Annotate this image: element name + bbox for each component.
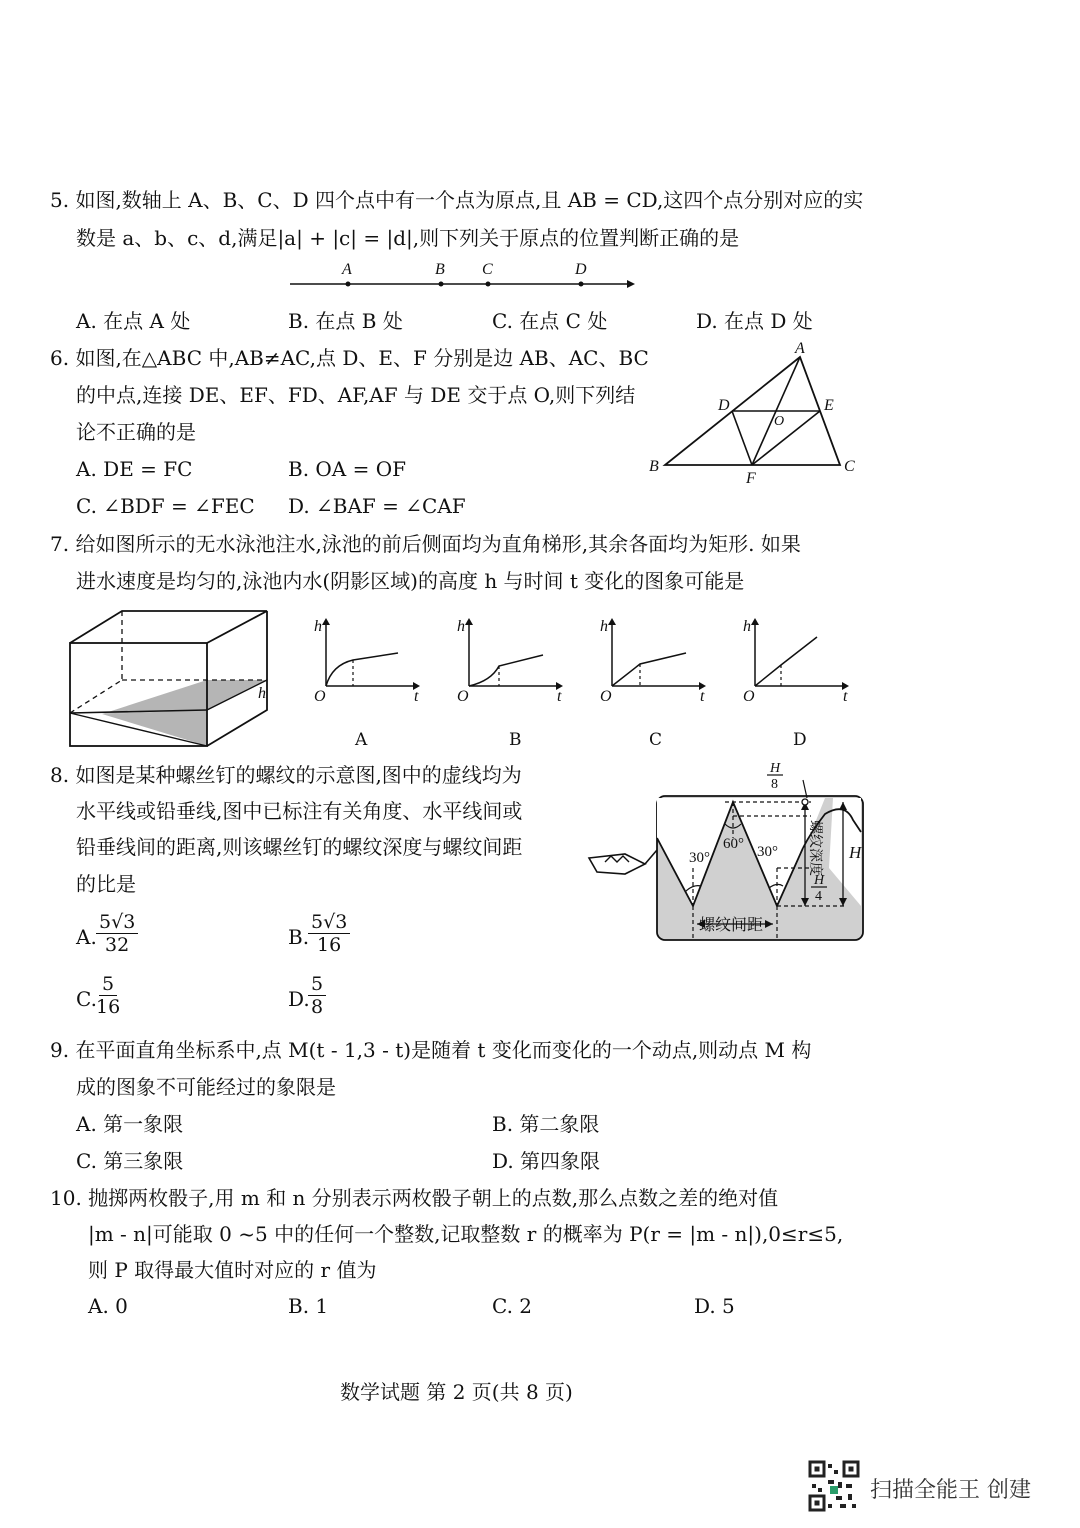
q9-option-c: C. 第三象限 [76, 1149, 184, 1173]
q7-graph-label-c: C [649, 730, 663, 750]
q8-option-c-fraction [96, 973, 120, 1018]
graph-d-h: h [743, 618, 751, 635]
q7-graph-d [737, 615, 847, 705]
q9-line2: 成的图象不可能经过的象限是 [76, 1075, 336, 1099]
q8-screw-thread-figure [585, 758, 875, 948]
q8-option-b-fraction [308, 911, 350, 956]
fig6-label-d: D [718, 397, 730, 414]
graph-a-h: h [314, 618, 322, 635]
graph-a-t: t [414, 688, 419, 705]
graph-b-o: O [457, 688, 469, 705]
axis-label-a: A [342, 261, 352, 278]
q8-option-b-num: 5√3 [308, 911, 350, 934]
graph-b-t: t [557, 688, 562, 705]
q6-triangle-figure [640, 340, 870, 485]
q8-line3: 铅垂线间的距离,则该螺丝钉的螺纹深度与螺纹间距 [76, 835, 523, 859]
fig6-label-o: O [774, 414, 785, 429]
qr-code-icon [808, 1460, 860, 1512]
graph-d-o: O [743, 688, 755, 705]
page-footer: 数学试题 第 2 页(共 8 页) [340, 1380, 573, 1404]
fig8-bottom-frac-num: H [814, 873, 825, 888]
axis-label-c: C [482, 261, 493, 278]
q8-option-d-num: 5 [308, 973, 326, 996]
q8-option-c-den: 16 [96, 996, 121, 1018]
q7-graph-b [451, 615, 561, 705]
fig6-label-e: E [824, 397, 834, 414]
q8-line4: 的比是 [76, 872, 136, 896]
q10-option-d: D. 5 [694, 1294, 735, 1318]
q10-option-c: C. 2 [492, 1294, 533, 1318]
q8-option-a-den: 32 [105, 934, 130, 956]
q5-line1: 5. 如图,数轴上 A、B、C、D 四个点中有一个点为原点,且 AB = CD,这四个点分别对应的实 [50, 188, 864, 212]
q8-option-a-num: 5√3 [96, 911, 138, 934]
fig6-label-b: B [649, 458, 659, 475]
fig8-top-frac-num: H [770, 761, 781, 776]
q6-option-d: D. ∠BAF = ∠CAF [288, 494, 466, 518]
q9-line1: 9. 在平面直角坐标系中,点 M(t - 1,3 - t)是随着 t 变化而变化的一个动点,则动点 M 构 [50, 1038, 812, 1062]
q8-option-d-den: 8 [311, 996, 324, 1018]
fig8-pitch-label: 螺纹间距 [699, 915, 764, 934]
q8-option-b-den: 16 [317, 934, 342, 956]
graph-c-t: t [700, 688, 705, 705]
fig8-depth-label: 螺纹深度 [807, 820, 823, 876]
q10-option-a: A. 0 [88, 1294, 128, 1318]
fig6-label-c: C [844, 458, 855, 475]
fig8-h-label: H [849, 843, 862, 862]
q5-number-line [285, 258, 645, 298]
q8-option-d-label: D. [288, 987, 310, 1011]
q8-line2: 水平线或铅垂线,图中已标注有关角度、水平线间或 [76, 799, 523, 823]
axis-label-d: D [575, 261, 587, 278]
q6-line2: 的中点,连接 DE、EF、FD、AF,AF 与 DE 交于点 O,则下列结 [76, 383, 636, 407]
fig6-label-f: F [746, 470, 756, 487]
q7-graph-c [594, 615, 704, 705]
q10-line1: 10. 抛掷两枚骰子,用 m 和 n 分别表示两枚骰子朝上的点数,那么点数之差的绝对值 [50, 1186, 779, 1210]
q8-option-a-label: A. [76, 925, 97, 949]
graph-c-h: h [600, 618, 608, 635]
q5-option-c: C. 在点 C 处 [492, 309, 608, 333]
scanner-watermark: 扫描全能王 创建 [870, 1478, 1031, 1503]
q7-pool-figure [62, 608, 282, 748]
q9-option-b: B. 第二象限 [492, 1112, 600, 1136]
q9-option-a: A. 第一象限 [76, 1112, 184, 1136]
q10-line3: 则 P 取得最大值时对应的 r 值为 [88, 1258, 377, 1282]
pool-h-label: h [258, 685, 266, 702]
q5-line2: 数是 a、b、c、d,满足|a| + |c| = |d|,则下列关于原点的位置判断正确的是 [76, 226, 740, 250]
q7-graph-a [308, 615, 418, 705]
q6-option-c: C. ∠BDF = ∠FEC [76, 494, 255, 518]
q7-line1: 7. 给如图所示的无水泳池注水,泳池的前后侧面均为直角梯形,其余各面均为矩形. 如果 [50, 532, 801, 556]
q7-graph-label-b: B [509, 730, 522, 750]
q9-option-d: D. 第四象限 [492, 1149, 601, 1173]
q10-option-b: B. 1 [288, 1294, 329, 1318]
q8-option-c-num: 5 [99, 973, 117, 996]
graph-d-t: t [843, 688, 848, 705]
q6-line1: 6. 如图,在△ABC 中,AB≠AC,点 D、E、F 分别是边 AB、AC、BC [50, 346, 649, 370]
fig8-angle-right: 30° [757, 844, 778, 860]
fig8-angle-top: 60° [723, 836, 744, 852]
q8-option-d-fraction [308, 973, 326, 1018]
graph-b-h: h [457, 618, 465, 635]
axis-label-b: B [435, 261, 445, 278]
q6-line3: 论不正确的是 [76, 420, 196, 444]
q7-graph-label-d: D [793, 730, 807, 750]
q8-line1: 8. 如图是某种螺丝钉的螺纹的示意图,图中的虚线均为 [50, 763, 522, 787]
q5-option-b: B. 在点 B 处 [288, 309, 403, 333]
q5-option-a: A. 在点 A 处 [76, 309, 191, 333]
q6-option-a: A. DE = FC [76, 457, 193, 481]
fig6-label-a: A [795, 340, 805, 357]
fig8-top-frac-den: 8 [771, 777, 778, 792]
fig8-bottom-frac-den: 4 [815, 889, 822, 904]
q8-option-a-fraction [96, 911, 138, 956]
graph-c-o: O [600, 688, 612, 705]
fig8-angle-left: 30° [689, 850, 710, 866]
q5-option-d: D. 在点 D 处 [696, 309, 813, 333]
q8-option-b-label: B. [288, 925, 310, 949]
q7-graph-label-a: A [355, 730, 368, 750]
q7-line2: 进水速度是均匀的,泳池内水(阴影区域)的高度 h 与时间 t 变化的图象可能是 [76, 569, 745, 593]
q6-option-b: B. OA = OF [288, 457, 406, 481]
q10-line2: |m - n|可能取 0 ~5 中的任何一个整数,记取整数 r 的概率为 P(r = |m - n|),0≤r≤5, [88, 1222, 844, 1246]
q8-option-c-label: C. [76, 987, 97, 1011]
graph-a-o: O [314, 688, 326, 705]
